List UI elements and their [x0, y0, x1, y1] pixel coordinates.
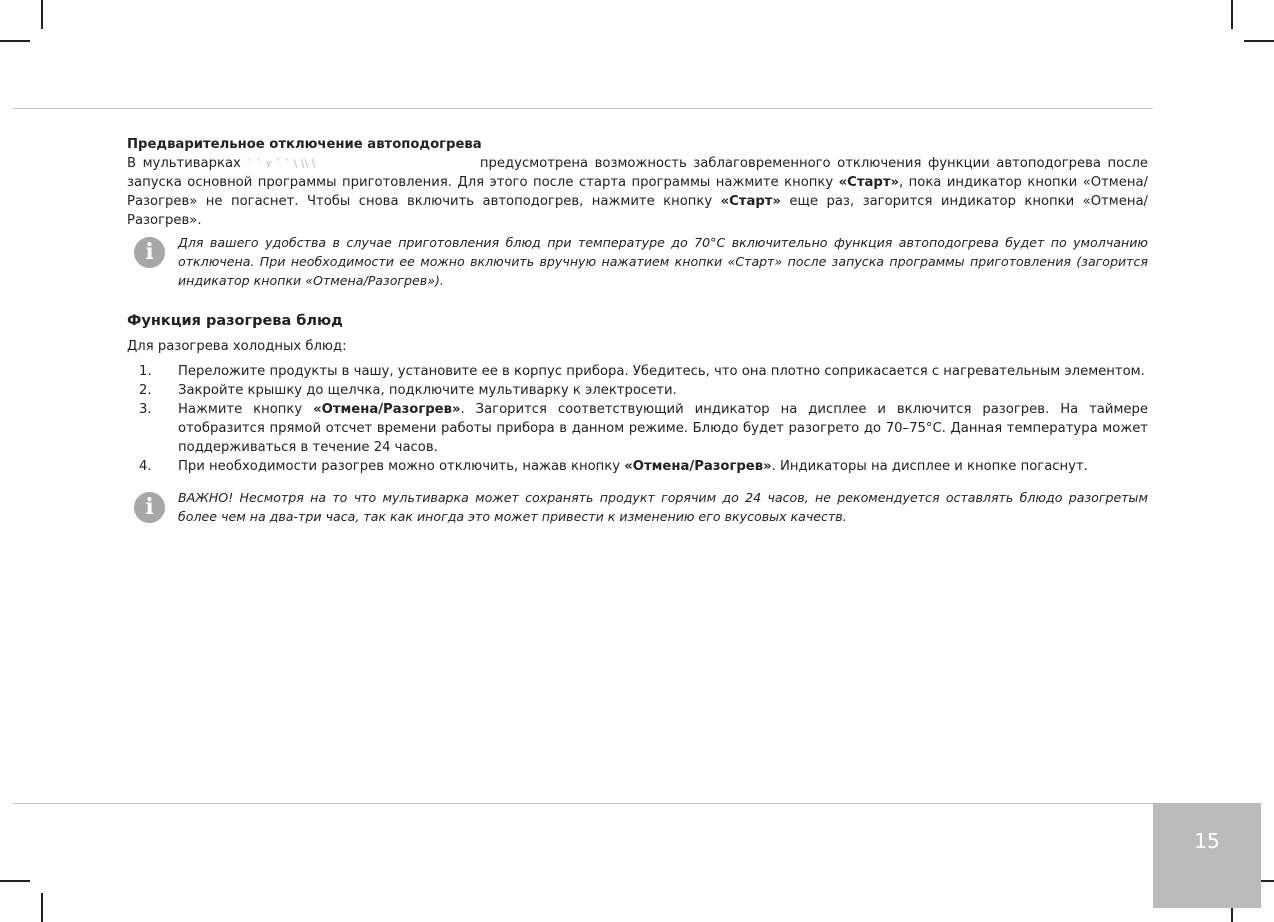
- crop-mark: [41, 0, 43, 29]
- model-names-gap: ` ˋ ʏ ˋ ˋ \ \\ \: [247, 157, 316, 170]
- bottom-divider: [13, 803, 1153, 804]
- reheat-intro: Для разогрева холодных блюд:: [127, 339, 347, 354]
- section-heading-reheat: Функция разогрева блюд: [127, 313, 343, 329]
- start-button-label: «Старт»: [720, 194, 781, 209]
- list-item: 3. Нажмите кнопку «Отмена/Разогрев». Загорится соответствующий индикатор на дисплее и включится разогрев. На таймере отобразится прямой отсчет времени работы прибора в данном режиме. Блюдо будет разогрето до 70–75°С. Данная температура может поддерживаться в течение 24 часов.: [139, 402, 1149, 455]
- cancel-reheat-button-label: «Отмена/Разогрев»: [313, 402, 461, 417]
- warning-note: i ВАЖНО! Несмотря на то что мультиварка может сохранять продукт горячим до 24 часов, не рекомендуется оставлять блюдо разогретым более чем на два-три часа, так как иногда это может привести к изменению его вкусовых качеств.: [127, 488, 1148, 526]
- crop-mark: [41, 893, 43, 922]
- start-button-label: «Старт»: [838, 175, 899, 190]
- info-icon: i: [134, 237, 165, 268]
- crop-mark: [0, 40, 30, 42]
- list-item: 4. При необходимости разогрев можно отключить, нажав кнопку «Отмена/Разогрев». Индикаторы на дисплее и кнопке погаснут.: [139, 459, 1088, 474]
- info-icon: i: [134, 492, 165, 523]
- section-heading-autowarm-off: Предварительное отключение автоподогрева: [127, 137, 482, 152]
- autowarm-off-paragraph: В мультиварках ` ˋ ʏ ˋ ˋ \ \\ \ предусмотрена возможность заблаговременного отключения функции автоподогрева после запуска основной программы приготовления. Для этого после старта программы нажмите кнопку «Старт», пока индикатор кнопки «Отмена/Разогрев» не погаснет. Чтобы снова включить автоподогрев, нажмите кнопку «Старт» еще раз, загорится индикатор кнопки «Отмена/Разогрев».: [127, 156, 1148, 228]
- top-divider: [13, 108, 1153, 109]
- cancel-reheat-button-label: «Отмена/Разогрев»: [624, 459, 772, 474]
- info-note: i Для вашего удобства в случае приготовления блюд при температуре до 70°С включительно функция автоподогрева будет по умолчанию отключена. При необходимости ее можно включить вручную нажатием кнопки «Старт» после запуска программы приготовления (загорится индикатор кнопки «Отмена/Разогрев»).: [127, 233, 1148, 290]
- list-item: 1. Переложите продукты в чашу, установите ее в корпус прибора. Убедитесь, что она плотно соприкасается с нагревательным элементом.: [139, 364, 1145, 379]
- page-number: 15: [1153, 803, 1261, 908]
- crop-mark: [1231, 0, 1233, 29]
- list-item: 2. Закройте крышку до щелчка, подключите мультиварку к электросети.: [139, 383, 677, 398]
- page-content: [127, 135, 1148, 526]
- reheat-steps-list: [127, 362, 1148, 476]
- crop-mark: [1244, 40, 1274, 42]
- crop-mark: [0, 880, 30, 882]
